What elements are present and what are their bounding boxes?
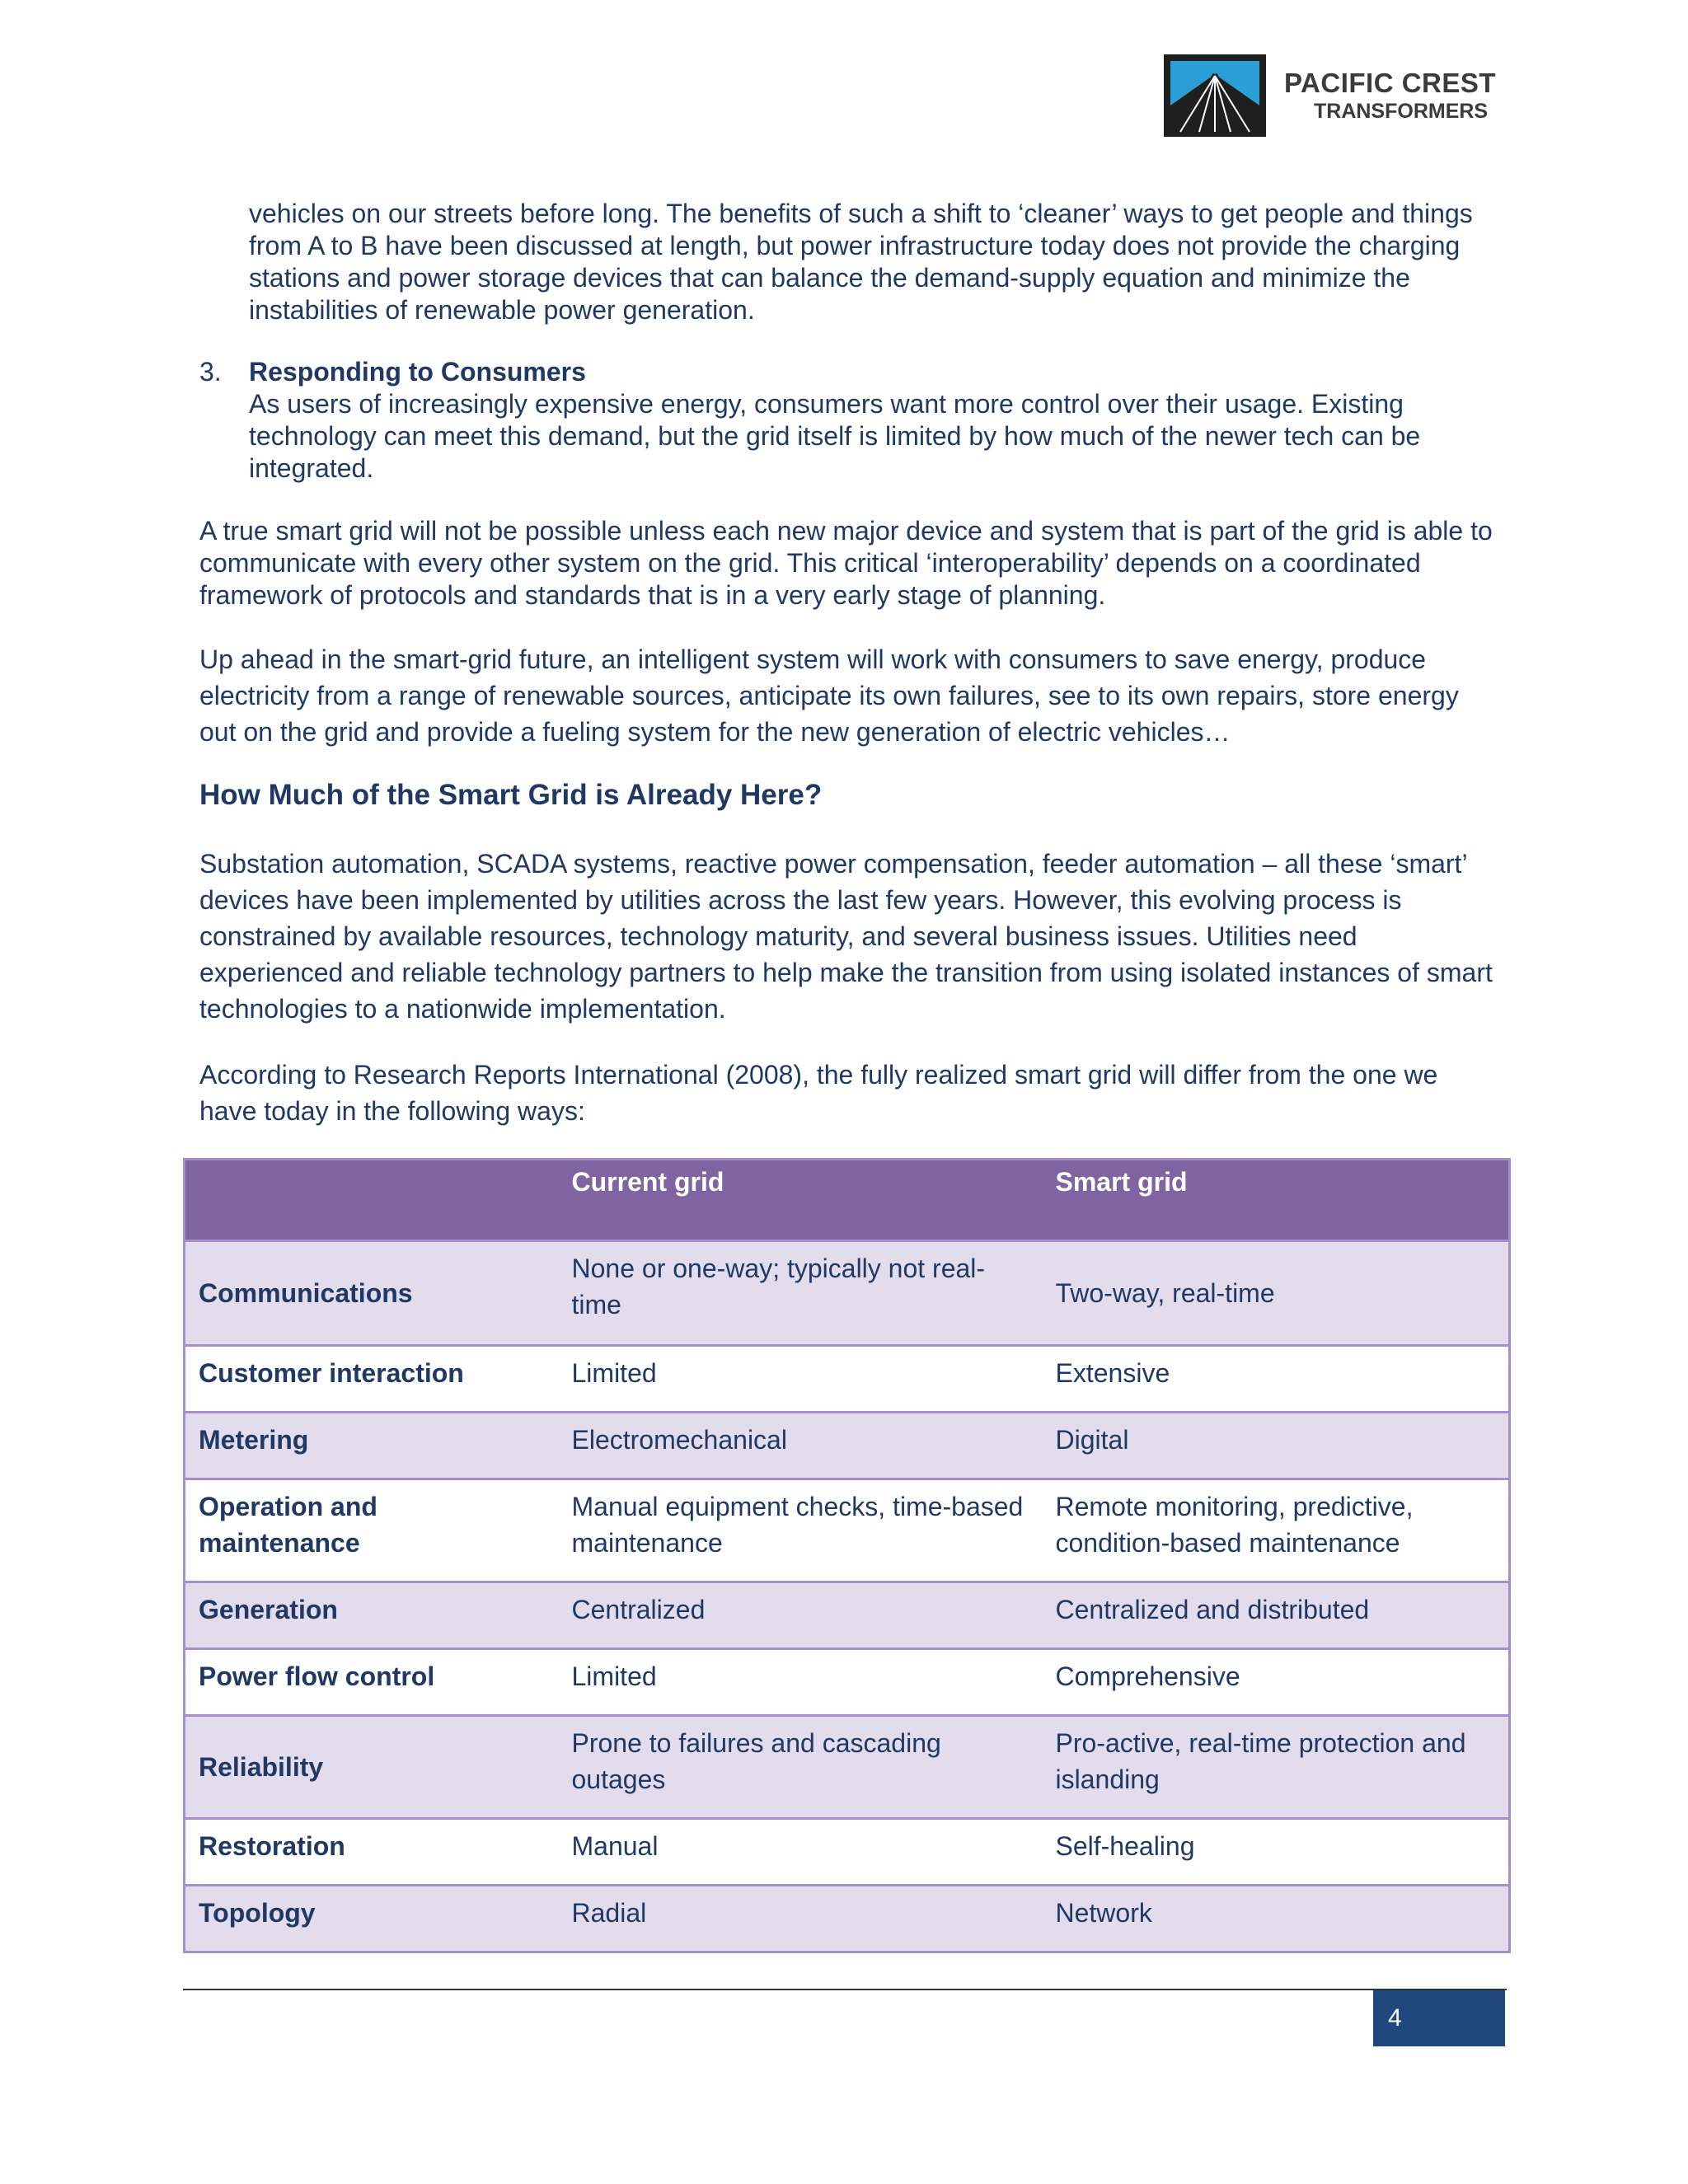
row-label: Restoration: [185, 1819, 559, 1886]
table-row: [185, 1886, 1510, 1952]
row-label: Generation: [185, 1582, 559, 1649]
smart-grid-cell: Network: [1043, 1886, 1510, 1952]
logo-subtitle: TRANSFORMERS: [1314, 100, 1489, 123]
header-empty: [185, 1160, 559, 1241]
current-grid-cell: Limited: [559, 1346, 1043, 1413]
table-row: [185, 1479, 1510, 1582]
row-label: Power flow control: [185, 1649, 559, 1716]
paragraph-interoperability: A true smart grid will not be possible unless each new major device and system that is part of the grid is able to communicate with every other system on the grid. This critical ‘interoperability’ depends on a coordinated framework of protocols and standards that is in a very early stage of planning.: [199, 516, 1493, 610]
smart-grid-cell: Centralized and distributed: [1043, 1582, 1510, 1649]
row-label: Customer interaction: [185, 1346, 559, 1413]
page-number-box: [1373, 1990, 1505, 2046]
table-row: [185, 1241, 1510, 1346]
row-label: Topology: [185, 1886, 559, 1952]
table-row: [185, 1819, 1510, 1886]
company-logo: [1162, 51, 1525, 140]
page-number: 4: [1388, 2004, 1402, 2032]
logo-name: PACIFIC CREST: [1284, 68, 1497, 98]
item-3: [249, 356, 1502, 485]
footer-divider: [183, 1989, 1507, 1990]
table-row: [185, 1413, 1510, 1479]
smart-grid-cell: Remote monitoring, predictive, condition-based maintenance: [1043, 1479, 1510, 1582]
header-current-grid: Current grid: [559, 1160, 1043, 1241]
smart-grid-cell: Digital: [1043, 1413, 1510, 1479]
section-heading: How Much of the Smart Grid is Already Here?: [199, 779, 823, 811]
table-row: [185, 1649, 1510, 1716]
pacific-crest-logo-icon: [1162, 53, 1268, 138]
current-grid-cell: Prone to failures and cascading outages: [559, 1716, 1043, 1819]
row-label: Operation and maintenance: [185, 1479, 559, 1582]
current-grid-cell: Radial: [559, 1886, 1043, 1952]
row-label: Metering: [185, 1413, 559, 1479]
paragraph-future: Up ahead in the smart-grid future, an intelligent system will work with consumers to save energy, produce electricity from a range of renewable sources, anticipate its own failures, see to its own repairs, store energy out on the grid and provide a fueling system for the new generation of electric vehicles…: [199, 644, 1459, 747]
current-grid-cell: None or one-way; typically not real-time: [559, 1241, 1043, 1346]
current-grid-cell: Electromechanical: [559, 1413, 1043, 1479]
current-grid-cell: Centralized: [559, 1582, 1043, 1649]
smart-grid-cell: Comprehensive: [1043, 1649, 1510, 1716]
table-header-row: [185, 1160, 1510, 1241]
current-grid-cell: Limited: [559, 1649, 1043, 1716]
intro-continuation: vehicles on our streets before long. The benefits of such a shift to ‘cleaner’ ways to get people and things from A to B have been discussed at length, but power infrastructure today does not provide the charging stations and power storage devices that can balance the demand-supply equation and minimize the instabilities of renewable power generation.: [249, 199, 1473, 325]
row-label: Communications: [185, 1241, 559, 1346]
smart-grid-cell: Extensive: [1043, 1346, 1510, 1413]
smart-grid-cell: Self-healing: [1043, 1819, 1510, 1886]
item-3-title: Responding to Consumers: [249, 357, 586, 387]
current-grid-cell: Manual equipment checks, time-based maintenance: [559, 1479, 1043, 1582]
grid-comparison-table: [183, 1158, 1511, 1953]
smart-grid-cell: Two-way, real-time: [1043, 1241, 1510, 1346]
item-3-number: 3.: [199, 357, 222, 387]
table-row: [185, 1582, 1510, 1649]
header-smart-grid: Smart grid: [1043, 1160, 1510, 1241]
row-label: Reliability: [185, 1716, 559, 1819]
item-3-text: As users of increasingly expensive energy, consumers want more control over their usage. Existing technology can meet this demand, but the grid itself is limited by how much of the newer tech can be integrated.: [249, 389, 1421, 483]
smart-grid-cell: Pro-active, real-time protection and islanding: [1043, 1716, 1510, 1819]
paragraph-substation: Substation automation, SCADA systems, reactive power compensation, feeder automation – all these ‘smart’ devices have been implemented by utilities across the last few years. However, this evolving process is constrained by available resources, technology maturity, and several business issues. Utilities need experienced and reliable technology partners to help make the transition from using isolated instances of smart technologies to a nationwide implementation.: [199, 849, 1493, 1024]
table-row: [185, 1346, 1510, 1413]
table-row: [185, 1716, 1510, 1819]
current-grid-cell: Manual: [559, 1819, 1043, 1886]
paragraph-research: According to Research Reports International (2008), the fully realized smart grid will differ from the one we have today in the following ways:: [199, 1060, 1438, 1126]
